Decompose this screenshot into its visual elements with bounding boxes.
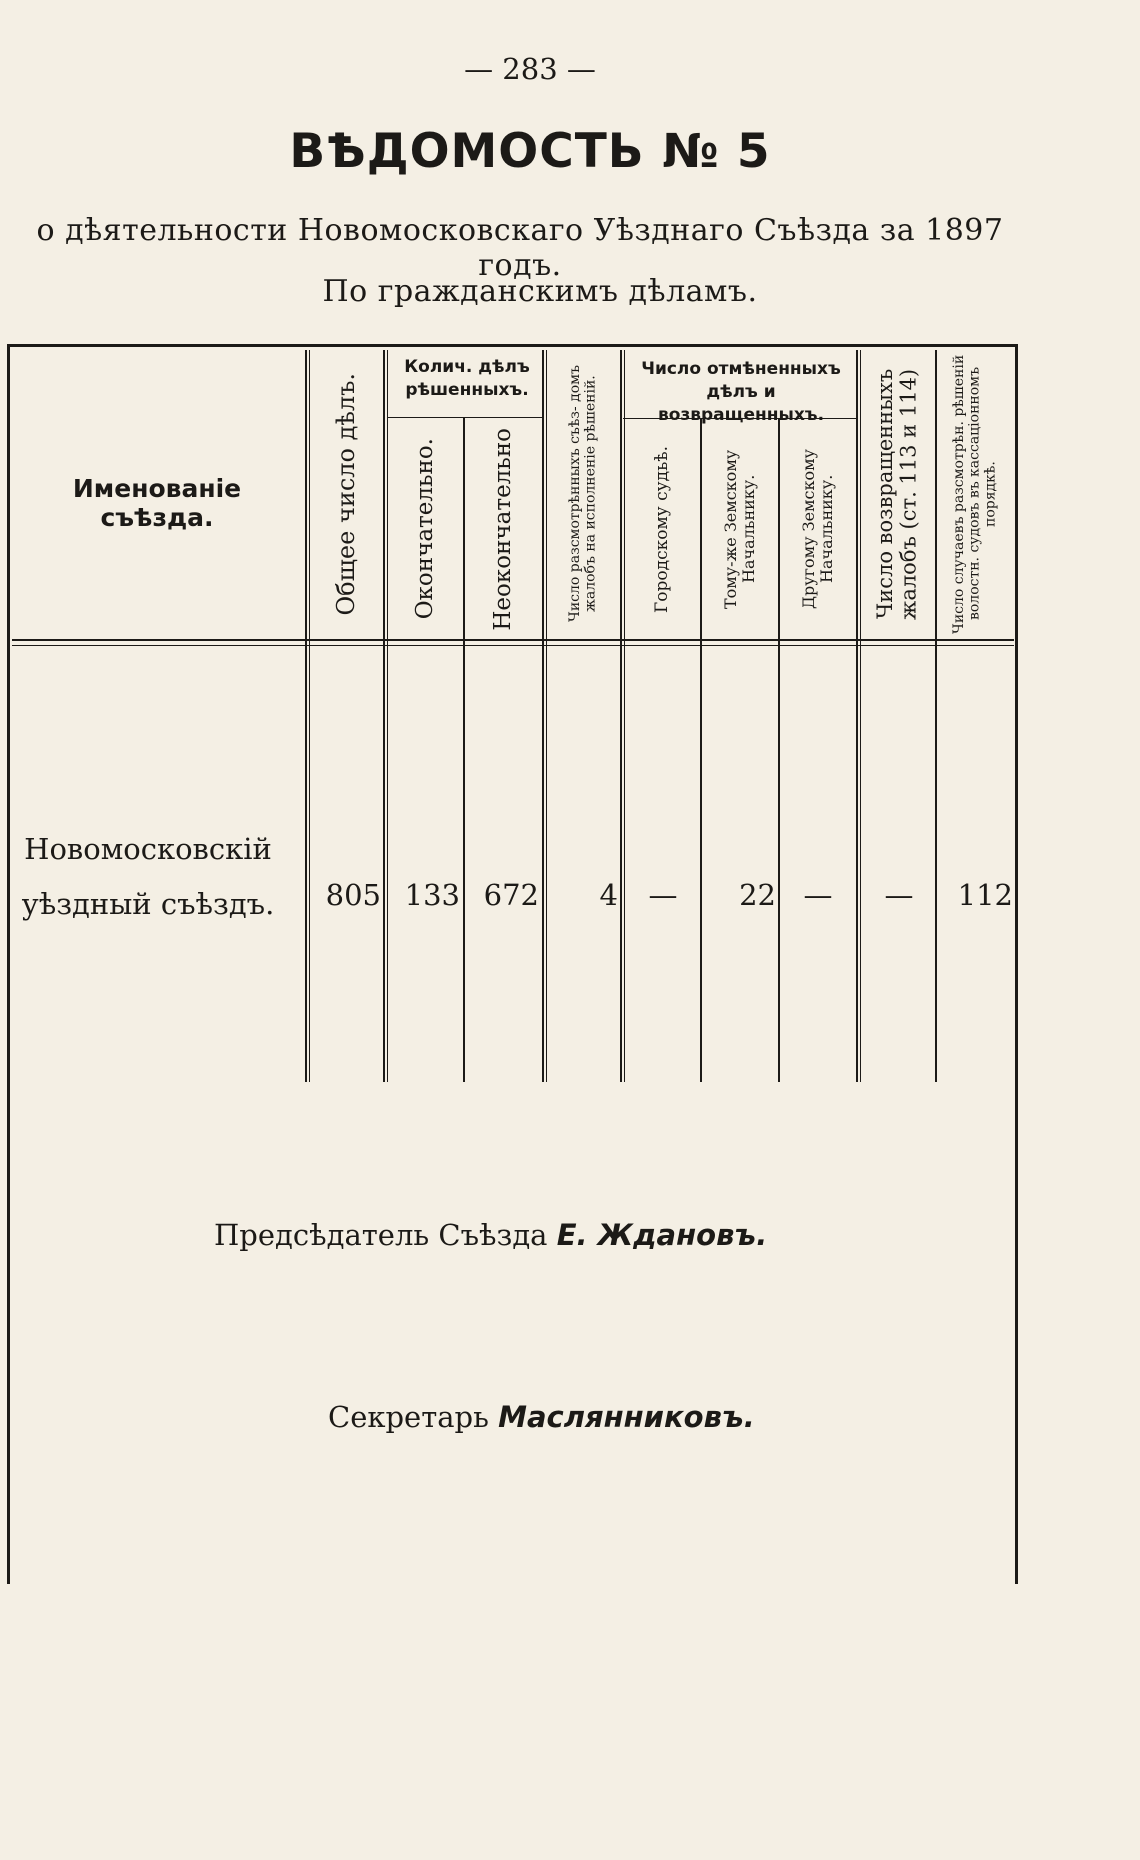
column-divider <box>856 350 858 1082</box>
cell-total: 805 <box>325 878 381 912</box>
column-divider <box>463 418 465 1082</box>
secretary-name: Маслянниковъ. <box>498 1400 755 1434</box>
column-divider <box>542 350 544 1082</box>
cell-appeals: 4 <box>599 878 618 912</box>
chair-label: Предсѣдатель Съѣзда <box>214 1218 548 1252</box>
header-non-final: Неокончательно <box>490 427 517 631</box>
column-divider <box>620 350 622 1082</box>
group-rule-decided <box>387 417 544 418</box>
table-header-rule <box>12 639 1014 641</box>
header-name: Именованіе съѣзда. <box>72 474 242 532</box>
header-appeals: Число разсмотрѣнныхъ съѣз- домъ жалобъ на исполненіе рѣшеній. <box>566 365 599 623</box>
header-final: Окончательно. <box>411 438 438 620</box>
document-title: ВѢДОМОСТЬ № 5 <box>289 124 771 179</box>
header-total: Общее число дѣлъ. <box>332 372 361 616</box>
cell-returned-complaints: — <box>884 878 914 912</box>
row-name: Новомосковскій уѣздный съѣздъ. <box>21 832 275 921</box>
table-border-top <box>8 344 1018 347</box>
header-cassation: Число случаевъ разсмотрѣн. рѣшеній волостн. судовъ въ кассаціонномъ порядкѣ. <box>951 354 999 634</box>
column-divider <box>305 350 307 1082</box>
table-border-right <box>1015 344 1018 1584</box>
page-number: — 283 — <box>464 52 596 86</box>
header-cancelled-group: Число отмѣненныхъ дѣлъ и возвращенныхъ. <box>641 359 841 425</box>
column-divider <box>383 350 385 1082</box>
signature-chair <box>214 1218 767 1252</box>
header-city-judge: Городскому судьѣ. <box>651 445 672 613</box>
cell-non-final: 672 <box>483 878 539 912</box>
table-header-rule <box>12 645 1014 646</box>
signature-secretary <box>328 1400 755 1434</box>
cell-city-judge: — <box>648 878 678 912</box>
secretary-label: Секретарь <box>328 1400 489 1434</box>
chair-name: Е. Ждановъ. <box>556 1218 768 1252</box>
document-section: По гражданскимъ дѣламъ. <box>322 274 758 309</box>
header-same-zemsky: Тому-же Земскому Начальнику. <box>721 449 758 609</box>
cell-final: 133 <box>404 878 460 912</box>
document-subtitle: о дѣятельности Новомосковскаго Уѣзднаго Съѣзда за 1897 годъ. <box>36 213 1004 283</box>
header-other-zemsky: Другому Земскому Начальнику. <box>799 449 836 609</box>
cell-cassation: 112 <box>957 878 1013 912</box>
cell-other-zemsky: — <box>803 878 833 912</box>
header-returned-complaints: Число возвращенныхъ жалобъ (ст. 113 и 114) <box>873 368 921 620</box>
cell-same-zemsky: 22 <box>739 878 776 912</box>
header-decided-group: Колич. дѣлъ рѣшенныхъ. <box>404 357 530 400</box>
table-border-left <box>7 344 10 1584</box>
